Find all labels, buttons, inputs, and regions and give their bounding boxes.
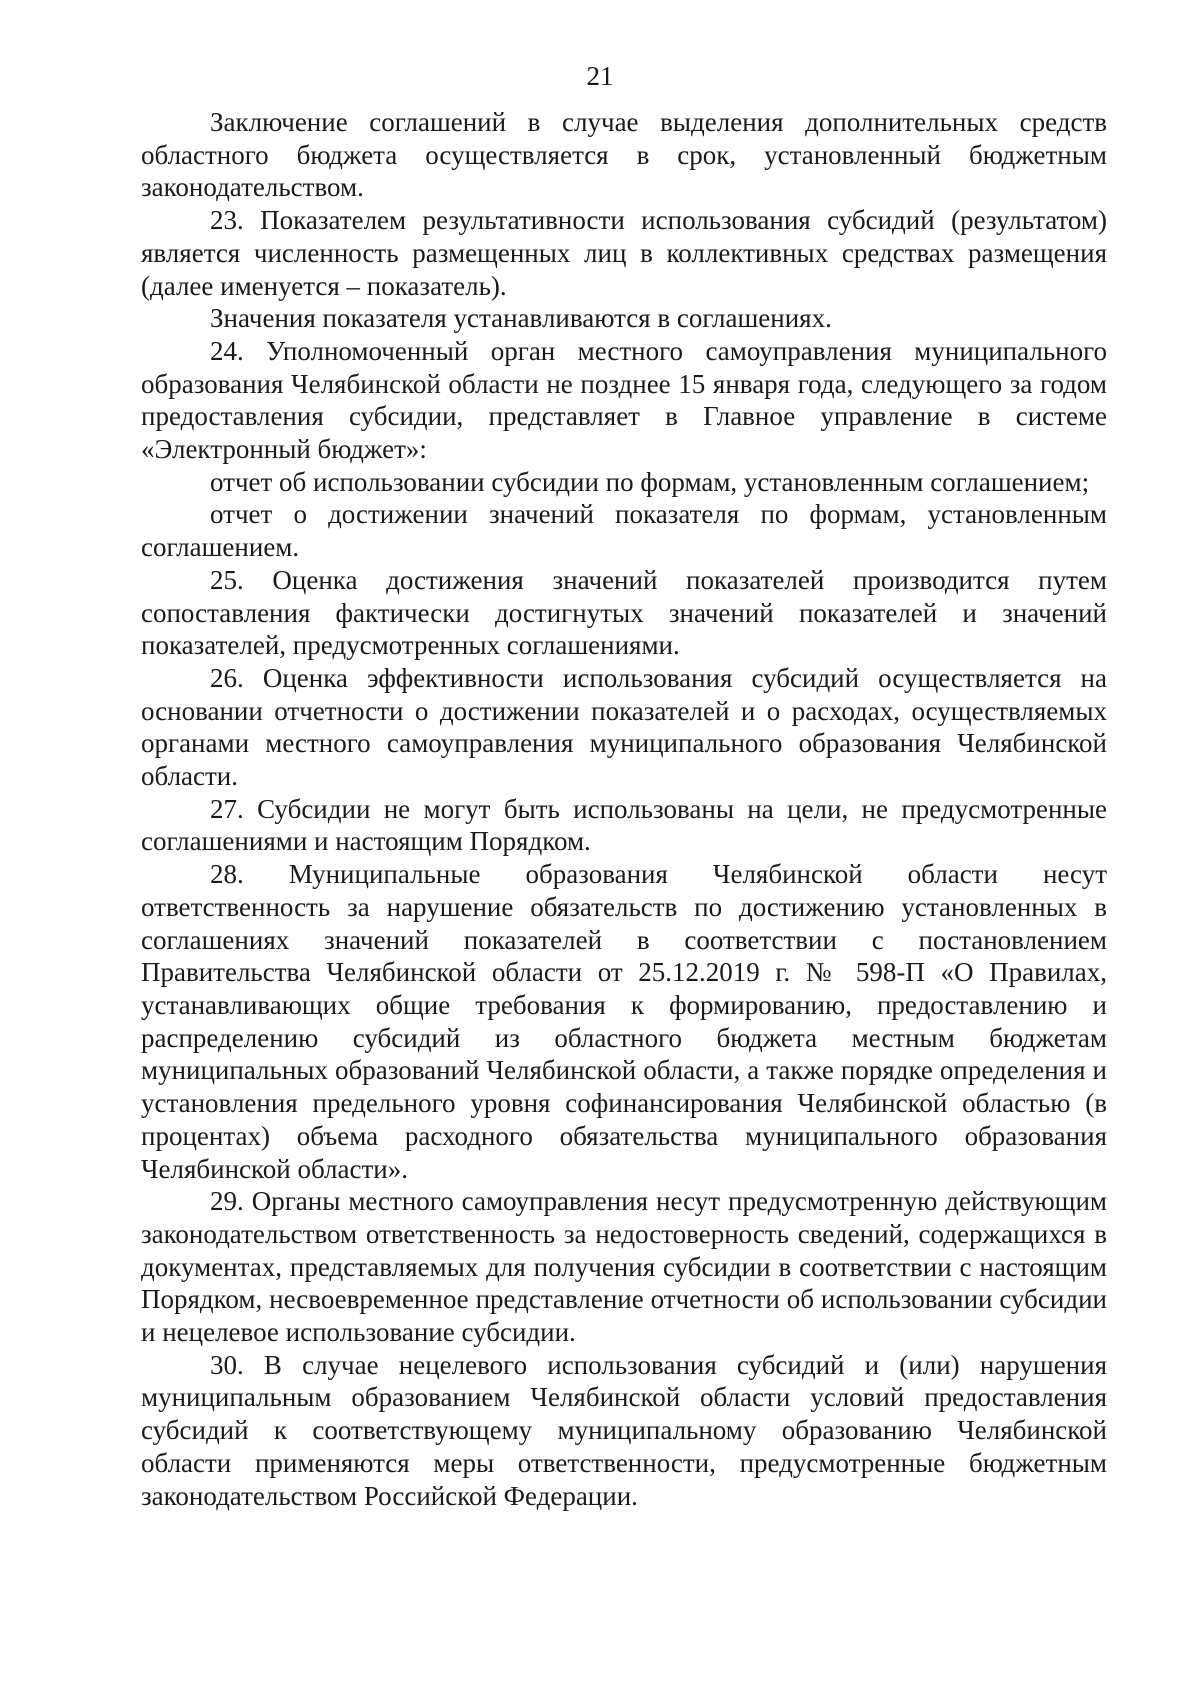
paragraph-25-assessment: 25. Оценка достижения значений показателей производится путем сопоставления фактически достигнутых значений показателей и значений показателей, предусмотренных соглашениями.	[141, 564, 1107, 661]
paragraph-indicator-achievement-report: отчет о достижении значений показателя по формам, установленным соглашением.	[141, 499, 1107, 563]
paragraph-29-liability: 29. Органы местного самоуправления несут предусмотренную действующим законодательством ответственность за недостоверность сведений, содержащихся в документах, представляемых для получения субсидии в соответствии с настоящим Порядком, несвоевременное представление отчетности об использовании субсидии и нецелевое использование субсидии.	[141, 1186, 1107, 1348]
paragraph-30-misuse: 30. В случае нецелевого использования субсидий и (или) нарушения муниципальным образованием Челябинской области условий предоставления субсидий к соответствующему муниципальному образованию Челябинской области применяются меры ответственности, предусмотренные бюджетным законодательством Российской Федерации.	[141, 1349, 1107, 1511]
paragraph-indicator-values: Значения показателя устанавливаются в соглашениях.	[210, 303, 832, 334]
page-number: 21	[586, 61, 614, 91]
paragraph-agreements-conclusion: Заключение соглашений в случае выделения дополнительных средств областного бюджета осуществляется в срок, установленный бюджетным законодательством.	[141, 107, 1107, 203]
paragraph-28-responsibility: 28. Муниципальные образования Челябинской области несут ответственность за нарушение обязательств по достижению установленных в соглашениях значений показателей в соответствии с постановлением Правительства Челябинской области от 25.12.2019 г. № 598-П «О Правилах, устанавливающих общие требования к формированию, предоставлению и распределению субсидий из областного бюджета местным бюджетам муниципальных образований Челябинской области, а также порядке определения и установления предельного уровня софинансирования Челябинской областью (в процентах) объема расходного обязательства муниципального образования Челябинской области».	[141, 859, 1107, 1184]
paragraph-23-indicator: 23. Показателем результативности использования субсидий (результатом) является численность размещенных лиц в коллективных средствах размещения (далее именуется – показатель).	[141, 205, 1107, 301]
document-body	[141, 106, 1107, 1512]
paragraph-26-efficiency: 26. Оценка эффективности использования субсидий осуществляется на основании отчетности о достижении показателей и о расходах, осуществляемых органами местного самоуправления муниципального образования Челябинской области.	[141, 662, 1107, 792]
paragraph-27-purpose: 27. Субсидии не могут быть использованы на цели, не предусмотренные соглашениями и настоящим Порядком.	[141, 793, 1107, 857]
paragraph-subsidy-use-report: отчет об использовании субсидии по формам, установленным соглашением;	[210, 466, 1090, 497]
paragraph-24-reporting: 24. Уполномоченный орган местного самоуправления муниципального образования Челябинской области не позднее 15 января года, следующего за годом предоставления субсидии, представляет в Главное управление в системе «Электронный бюджет»:	[141, 335, 1107, 465]
